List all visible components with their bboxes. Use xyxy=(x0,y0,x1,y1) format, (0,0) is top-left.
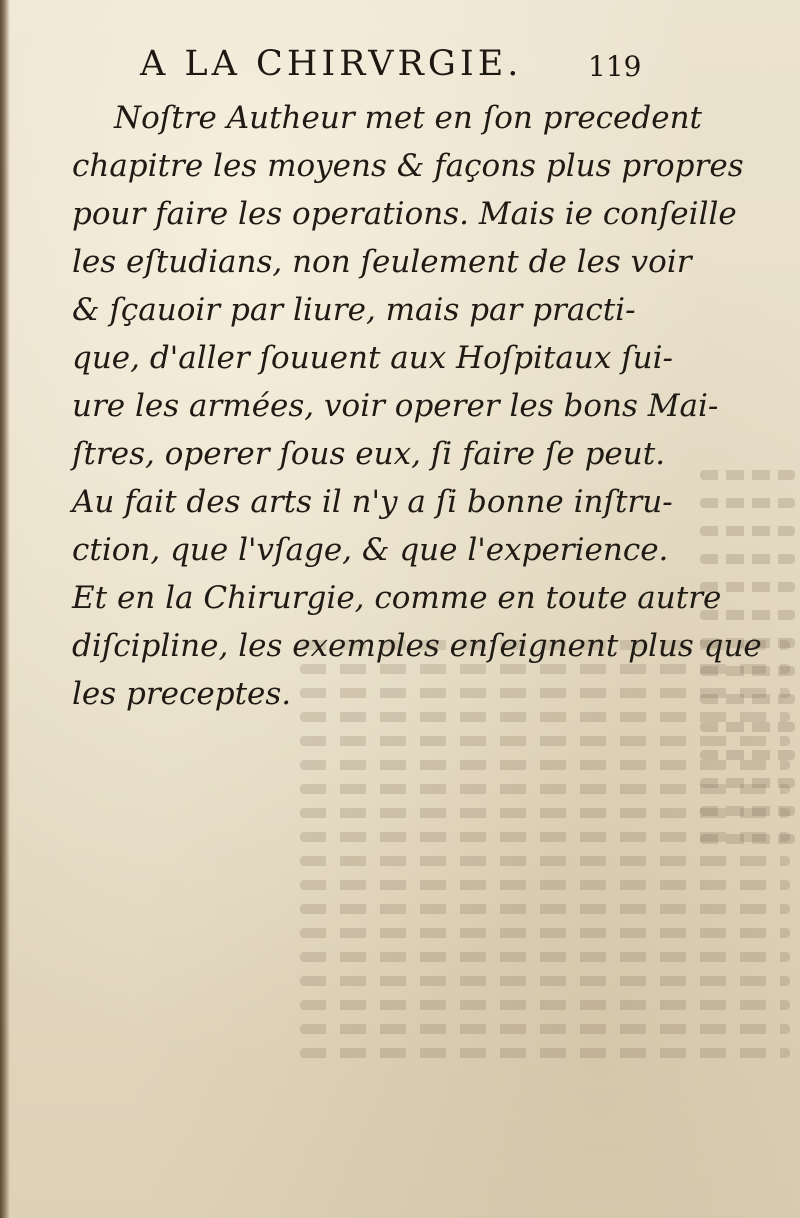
text-line: Au fait des arts il n'y a ſi bonne inſtru- xyxy=(72,484,673,520)
text-line: pour faire les operations. Mais ie conſeille xyxy=(72,196,737,232)
text-line: ure les armées, voir operer les bons Mai- xyxy=(72,388,719,424)
text-line: les preceptes. xyxy=(72,676,292,712)
paragraph xyxy=(72,94,762,718)
page-gutter-shadow xyxy=(0,0,10,1218)
text-line: ction, que l'vſage, & que l'experience. xyxy=(72,532,669,568)
text-line: les eſtudians, non ſeulement de les voir xyxy=(72,244,692,280)
text-line: Et en la Chirurgie, comme en toute autre xyxy=(72,580,722,616)
show-through-margin-notes xyxy=(700,470,795,990)
text-line: que, d'aller ſouuent aux Hoſpitaux ſui- xyxy=(72,340,674,376)
text-line: & ſçauoir par liure, mais par practi- xyxy=(72,292,636,328)
page-header xyxy=(140,44,660,92)
text-line: chapitre les moyens & façons plus propres xyxy=(72,148,744,184)
text-line: diſcipline, les exemples enſeignent plus que xyxy=(72,628,762,664)
text-line: Noſtre Autheur met en ſon precedent xyxy=(114,100,703,136)
running-head: A LA CHIRVRGIE. xyxy=(140,44,523,84)
text-line: ſtres, operer ſous eux, ſi faire ſe peut. xyxy=(72,436,666,472)
page-number: 119 xyxy=(588,50,642,83)
